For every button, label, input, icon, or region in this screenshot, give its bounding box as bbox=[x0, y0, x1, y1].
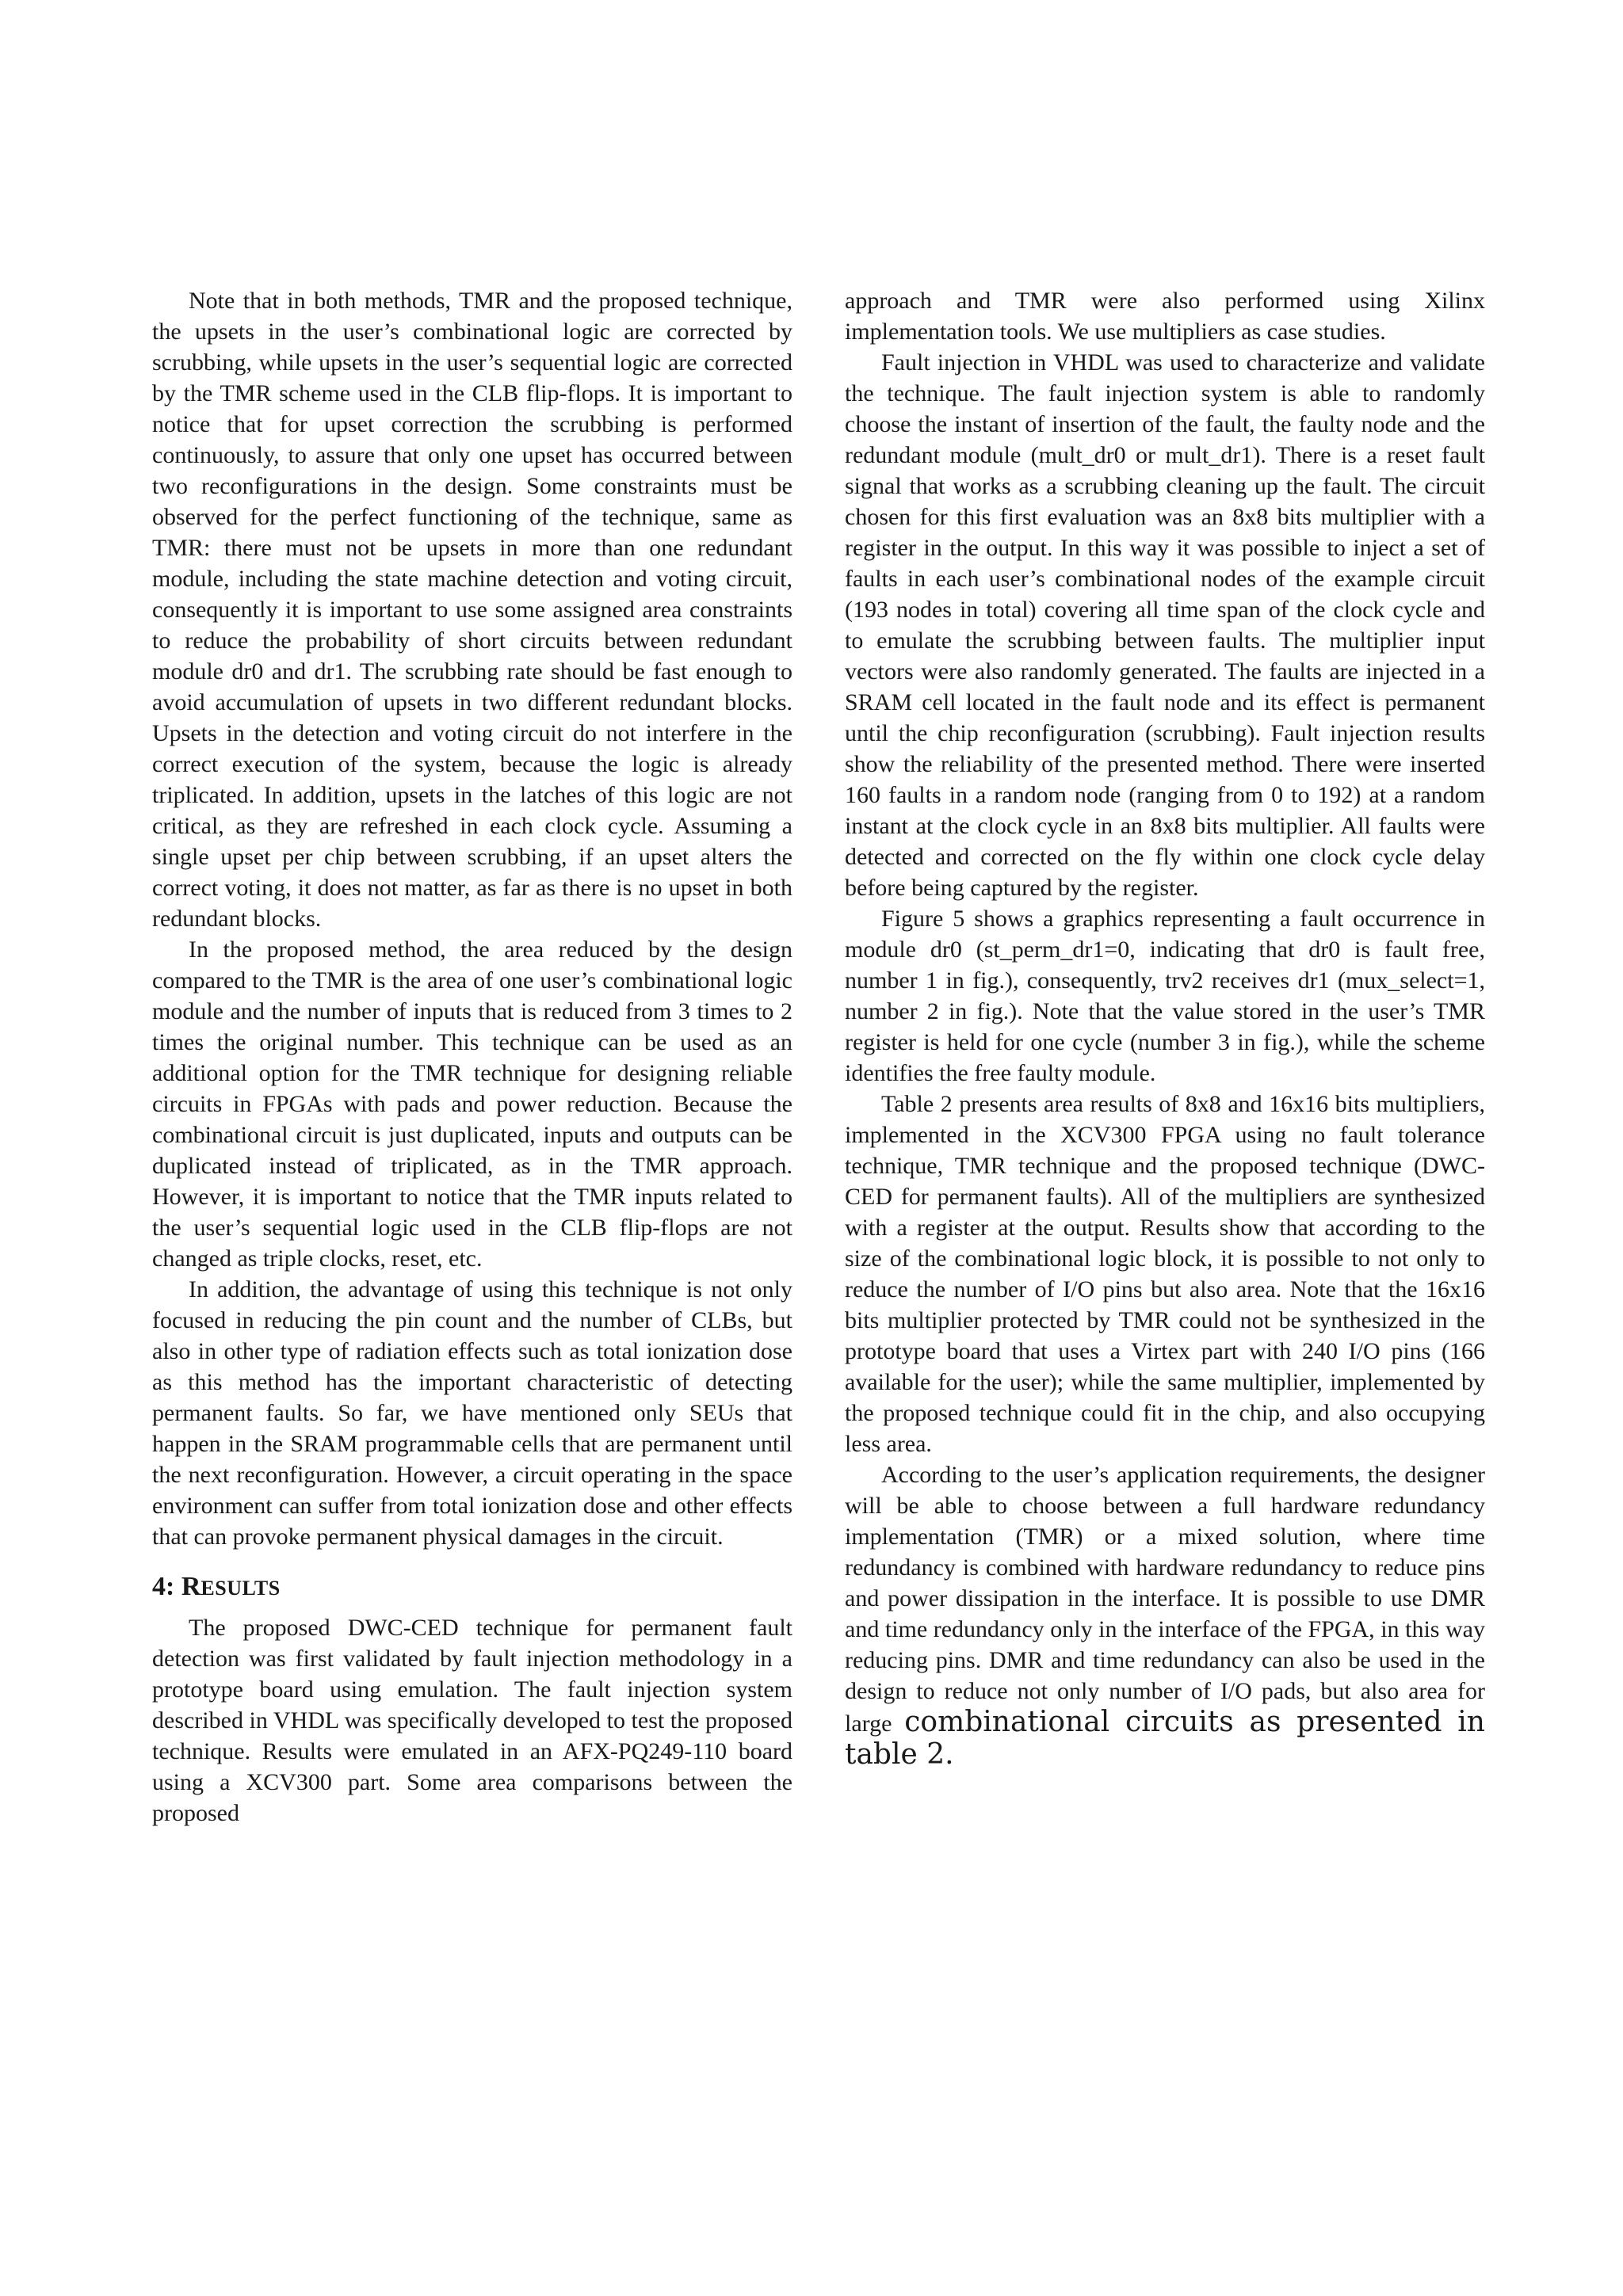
paragraph: Fault injection in VHDL was used to characterize and validate the technique. The fault injection system is able to randomly choose the instant of insertion of the fault, the faulty node and the redundant module (mult_dr0 or mult_dr1). There is a reset fault signal that works as a scrubbing cleaning up the fault. The circuit chosen for this first evaluation was an 8x8 bits multiplier with a register in the output. In this way it was possible to inject a set of faults in each user’s combinational nodes of the example circuit (193 nodes in total) covering all time span of the clock cycle and to emulate the scrubbing between faults. The multiplier input vectors were also randomly generated. The faults are injected in a SRAM cell located in the fault node and its effect is permanent until the chip reconfiguration (scrubbing). Fault injection results show the reliability of the presented method. There were inserted 160 faults in a random node (ranging from 0 to 192) at a random instant at the clock cycle in an 8x8 bits multiplier. All faults were detected and corrected on the fly within one clock cycle delay before being captured by the register. bbox=[845, 349, 1485, 901]
heading-smallcaps: ESULTS bbox=[200, 1577, 281, 1600]
paragraph-text: According to the user’s application requirements, the designer will be able to choose between a full hardware redundancy implementation (TMR) or a mixed solution, where time redundancy is combined with hardware redundancy to reduce pins and power dissipation in the interface. It is possible to use DMR and time redundancy only in the interface of the FPGA, in this way reducing pins. DMR and time redundancy can also be used in the design to reduce not only number of I/O pads, but also area for large bbox=[845, 1462, 1485, 1737]
paragraph: In the proposed method, the area reduced by the design compared to the TMR is the area of one user’s combinational logic module and the number of inputs that is reduced from 3 times to 2 times the original number. This technique can be used as an additional option for the TMR technique for designing reliable circuits in FPGAs with pads and power reduction. Because the combinational circuit is just duplicated, inputs and outputs can be duplicated instead of triplicated, as in the TMR approach. However, it is important to notice that the TMR inputs related to the user’s sequential logic used in the CLB flip-flops are not changed as triple clocks, reset, etc. bbox=[152, 936, 792, 1272]
heading-number: 4: R bbox=[152, 1572, 201, 1601]
paragraph: Figure 5 shows a graphics representing a fault occurrence in module dr0 (st_perm_dr1=0, indicating that dr0 is fault free, number 1 in fig.), consequently, trv2 receives dr1 (mux_select=1, number 2 in fig.). Note that the value stored in the user’s TMR register is held for one cycle (number 3 in fig.), while the scheme identifies the free faulty module. bbox=[845, 906, 1485, 1086]
paragraph: Table 2 presents area results of 8x8 and 16x16 bits multipliers, implemented in the XCV300 FPGA using no fault tolerance technique, TMR technique and the proposed technique (DWC-CED for permanent faults). All of the multipliers are synthesized with a register at the output. Results show that according to the size of the combinational logic block, it is possible to not only to reduce the number of I/O pins but also area. Note that the 16x16 bits multiplier protected by TMR could not be synthesized in the prototype board that uses a Virtex part with 240 I/O pins (166 available for the user); while the same multiplier, implemented by the proposed technique could fit in the chip, and also occupying less area. bbox=[845, 1091, 1485, 1457]
paragraph: approach and TMR were also performed using Xilinx implementation tools. We use multipliers as case studies. bbox=[845, 288, 1485, 345]
paragraph bbox=[845, 1459, 1485, 1772]
paragraph: The proposed DWC-CED technique for permanent fault detection was first validated by fault injection methodology in a prototype board using emulation. The fault injection system described in VHDL was specifically developed to test the proposed technique. Results were emulated in an AFX-PQ249-110 board using a XCV300 part. Some area comparisons between the proposed bbox=[152, 1615, 792, 1826]
right-column bbox=[845, 285, 1485, 1772]
paragraph-tail: combinational circuits as presented in table 2. bbox=[845, 1706, 1485, 1771]
paragraph: Note that in both methods, TMR and the proposed technique, the upsets in the user’s combinational logic are corrected by scrubbing, while upsets in the user’s sequential logic are corrected by the TMR scheme used in the CLB flip-flops. It is important to notice that for upset correction the scrubbing is performed continuously, to assure that only one upset has occurred between two reconfigurations in the design. Some constraints must be observed for the perfect functioning of the technique, same as TMR: there must not be upsets in more than one redundant module, including the state machine detection and voting circuit, consequently it is important to use some assigned area constraints to reduce the probability of short circuits between redundant module dr0 and dr1. The scrubbing rate should be fast enough to avoid accumulation of upsets in two different redundant blocks. Upsets in the detection and voting circuit do not interfere in the correct execution of the system, because the logic is already triplicated. In addition, upsets in the latches of this logic are not critical, as they are refreshed in each clock cycle. Assuming a single upset per chip between scrubbing, if an upset alters the correct voting, it does not matter, as far as there is no upset in both redundant blocks. bbox=[152, 288, 792, 932]
section-heading-results bbox=[152, 1569, 792, 1606]
left-column bbox=[152, 285, 792, 1829]
paragraph: In addition, the advantage of using this technique is not only focused in reducing the pin count and the number of CLBs, but also in other type of radiation effects such as total ionization dose as this method has the important characteristic of detecting permanent faults. So far, we have mentioned only SEUs that happen in the SRAM programmable cells that are permanent until the next reconfiguration. However, a circuit operating in the space environment can suffer from total ionization dose and other effects that can provoke permanent physical damages in the circuit. bbox=[152, 1276, 792, 1550]
